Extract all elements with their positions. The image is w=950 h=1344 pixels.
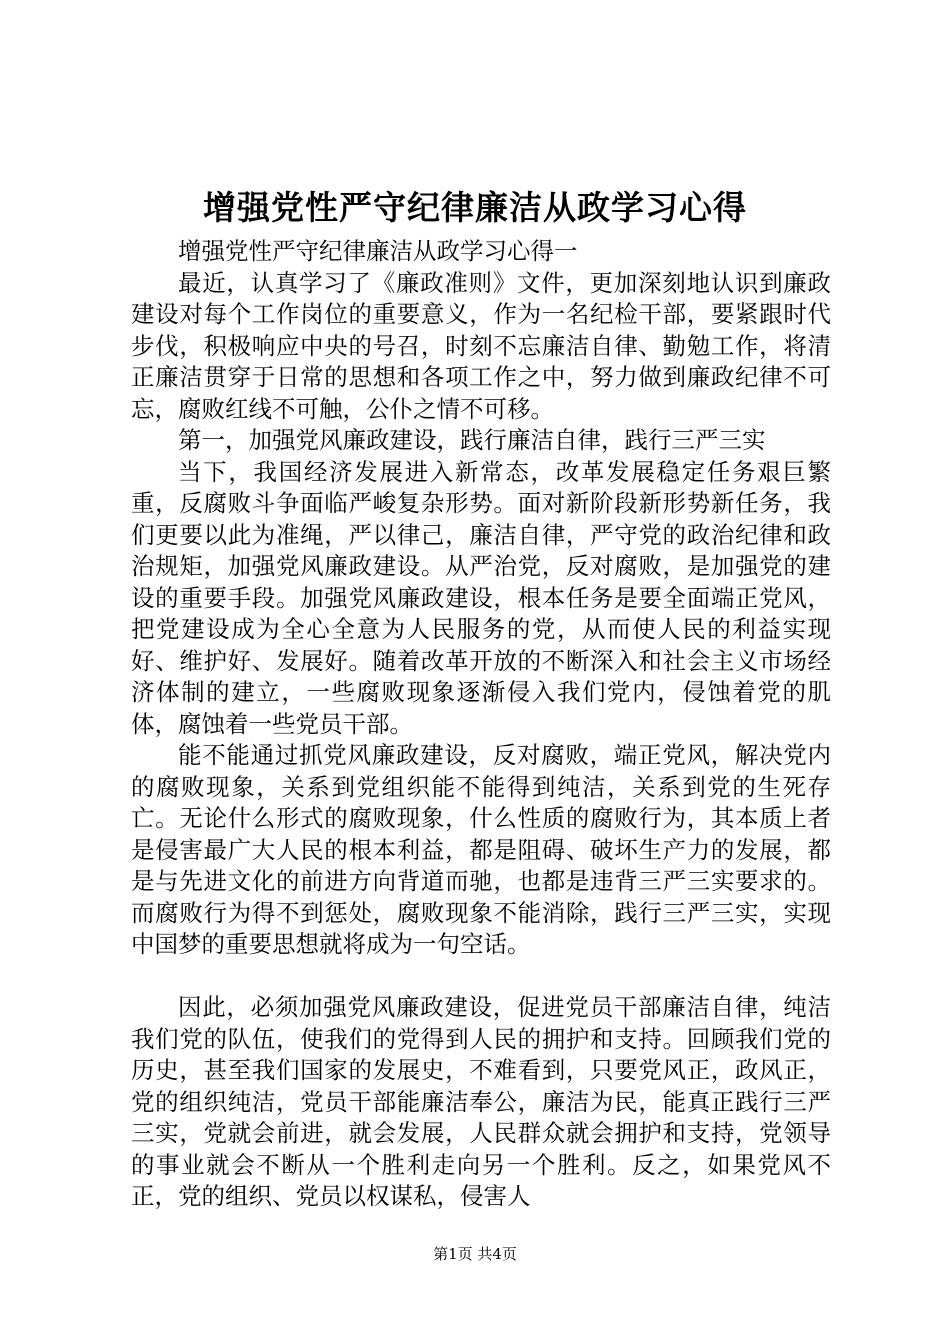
paragraph-subtitle: 增强党性严守纪律廉洁从政学习心得一 bbox=[178, 237, 578, 265]
page-number-footer: 第1页 共4页 bbox=[433, 1245, 517, 1263]
paragraph-section-heading: 第一，加强党风廉政建设，践行廉洁自律，践行三严三实 bbox=[178, 426, 766, 454]
paragraph-intro: 最近，认真学习了《廉政准则》文件，更加深刻地认识到廉政建设对每个工作岗位的重要意义，作为一名纪检干部，要紧跟时代步伐，积极响应中央的号召，时刻不忘廉洁自律、勤勉工作，将清正廉洁贯穿于日常的思想和各项工作之中，努力做到廉政纪律不可忘，腐败红线不可触，公仆之情不可移。 bbox=[131, 268, 831, 423]
document-body bbox=[131, 236, 831, 1213]
paragraph-body: 当下，我国经济发展进入新常态，改革发展稳定任务艰巨繁重，反腐败斗争面临严峻复杂形势。面对新阶段新形势新任务，我们更要以此为准绳，严以律己，廉洁自律，严守党的政治纪律和政治规矩，加强党风廉政建设。从严治党，反对腐败，是加强党的建设的重要手段。加强党风廉政建设，根本任务是要全面端正党风，把党建设成为全心全意为人民服务的党，从而使人民的利益实现好、维护好、发展好。随着改革开放的不断深入和社会主义市场经济体制的建立，一些腐败现象逐渐侵入我们党内，侵蚀着党的肌体，腐蚀着一些党员干部。 bbox=[131, 457, 831, 738]
paragraph-body: 能不能通过抓党风廉政建设，反对腐败，端正党风，解决党内的腐败现象，关系到党组织能不能得到纯洁，关系到党的生死存亡。无论什么形式的腐败现象，什么性质的腐败行为，其本质上者是侵害最广大人民的根本利益，都是阻碍、破坏生产力的发展，都是与先进文化的前进方向背道而驰，也都是违背三严三实要求的。而腐败行为得不到惩处，腐败现象不能消除，践行三严三实，实现中国梦的重要思想就将成为一句空话。 bbox=[131, 741, 831, 958]
document-title: 增强党性严守纪律廉洁从政学习心得 bbox=[203, 188, 747, 227]
paragraph-body: 因此，必须加强党风廉政建设，促进党员干部廉洁自律，纯洁我们党的队伍，使我们的党得到人民的拥护和支持。回顾我们党的历史，甚至我们国家的发展史，不难看到，只要党风正，政风正，党的组织纯洁，党员干部能廉洁奉公，廉洁为民，能真正践行三严三实，党就会前进，就会发展，人民群众就会拥护和支持，党领导的事业就会不断从一个胜利走向另一个胜利。反之，如果党风不正，党的组织、党员以权谋私，侵害人 bbox=[131, 993, 831, 1210]
